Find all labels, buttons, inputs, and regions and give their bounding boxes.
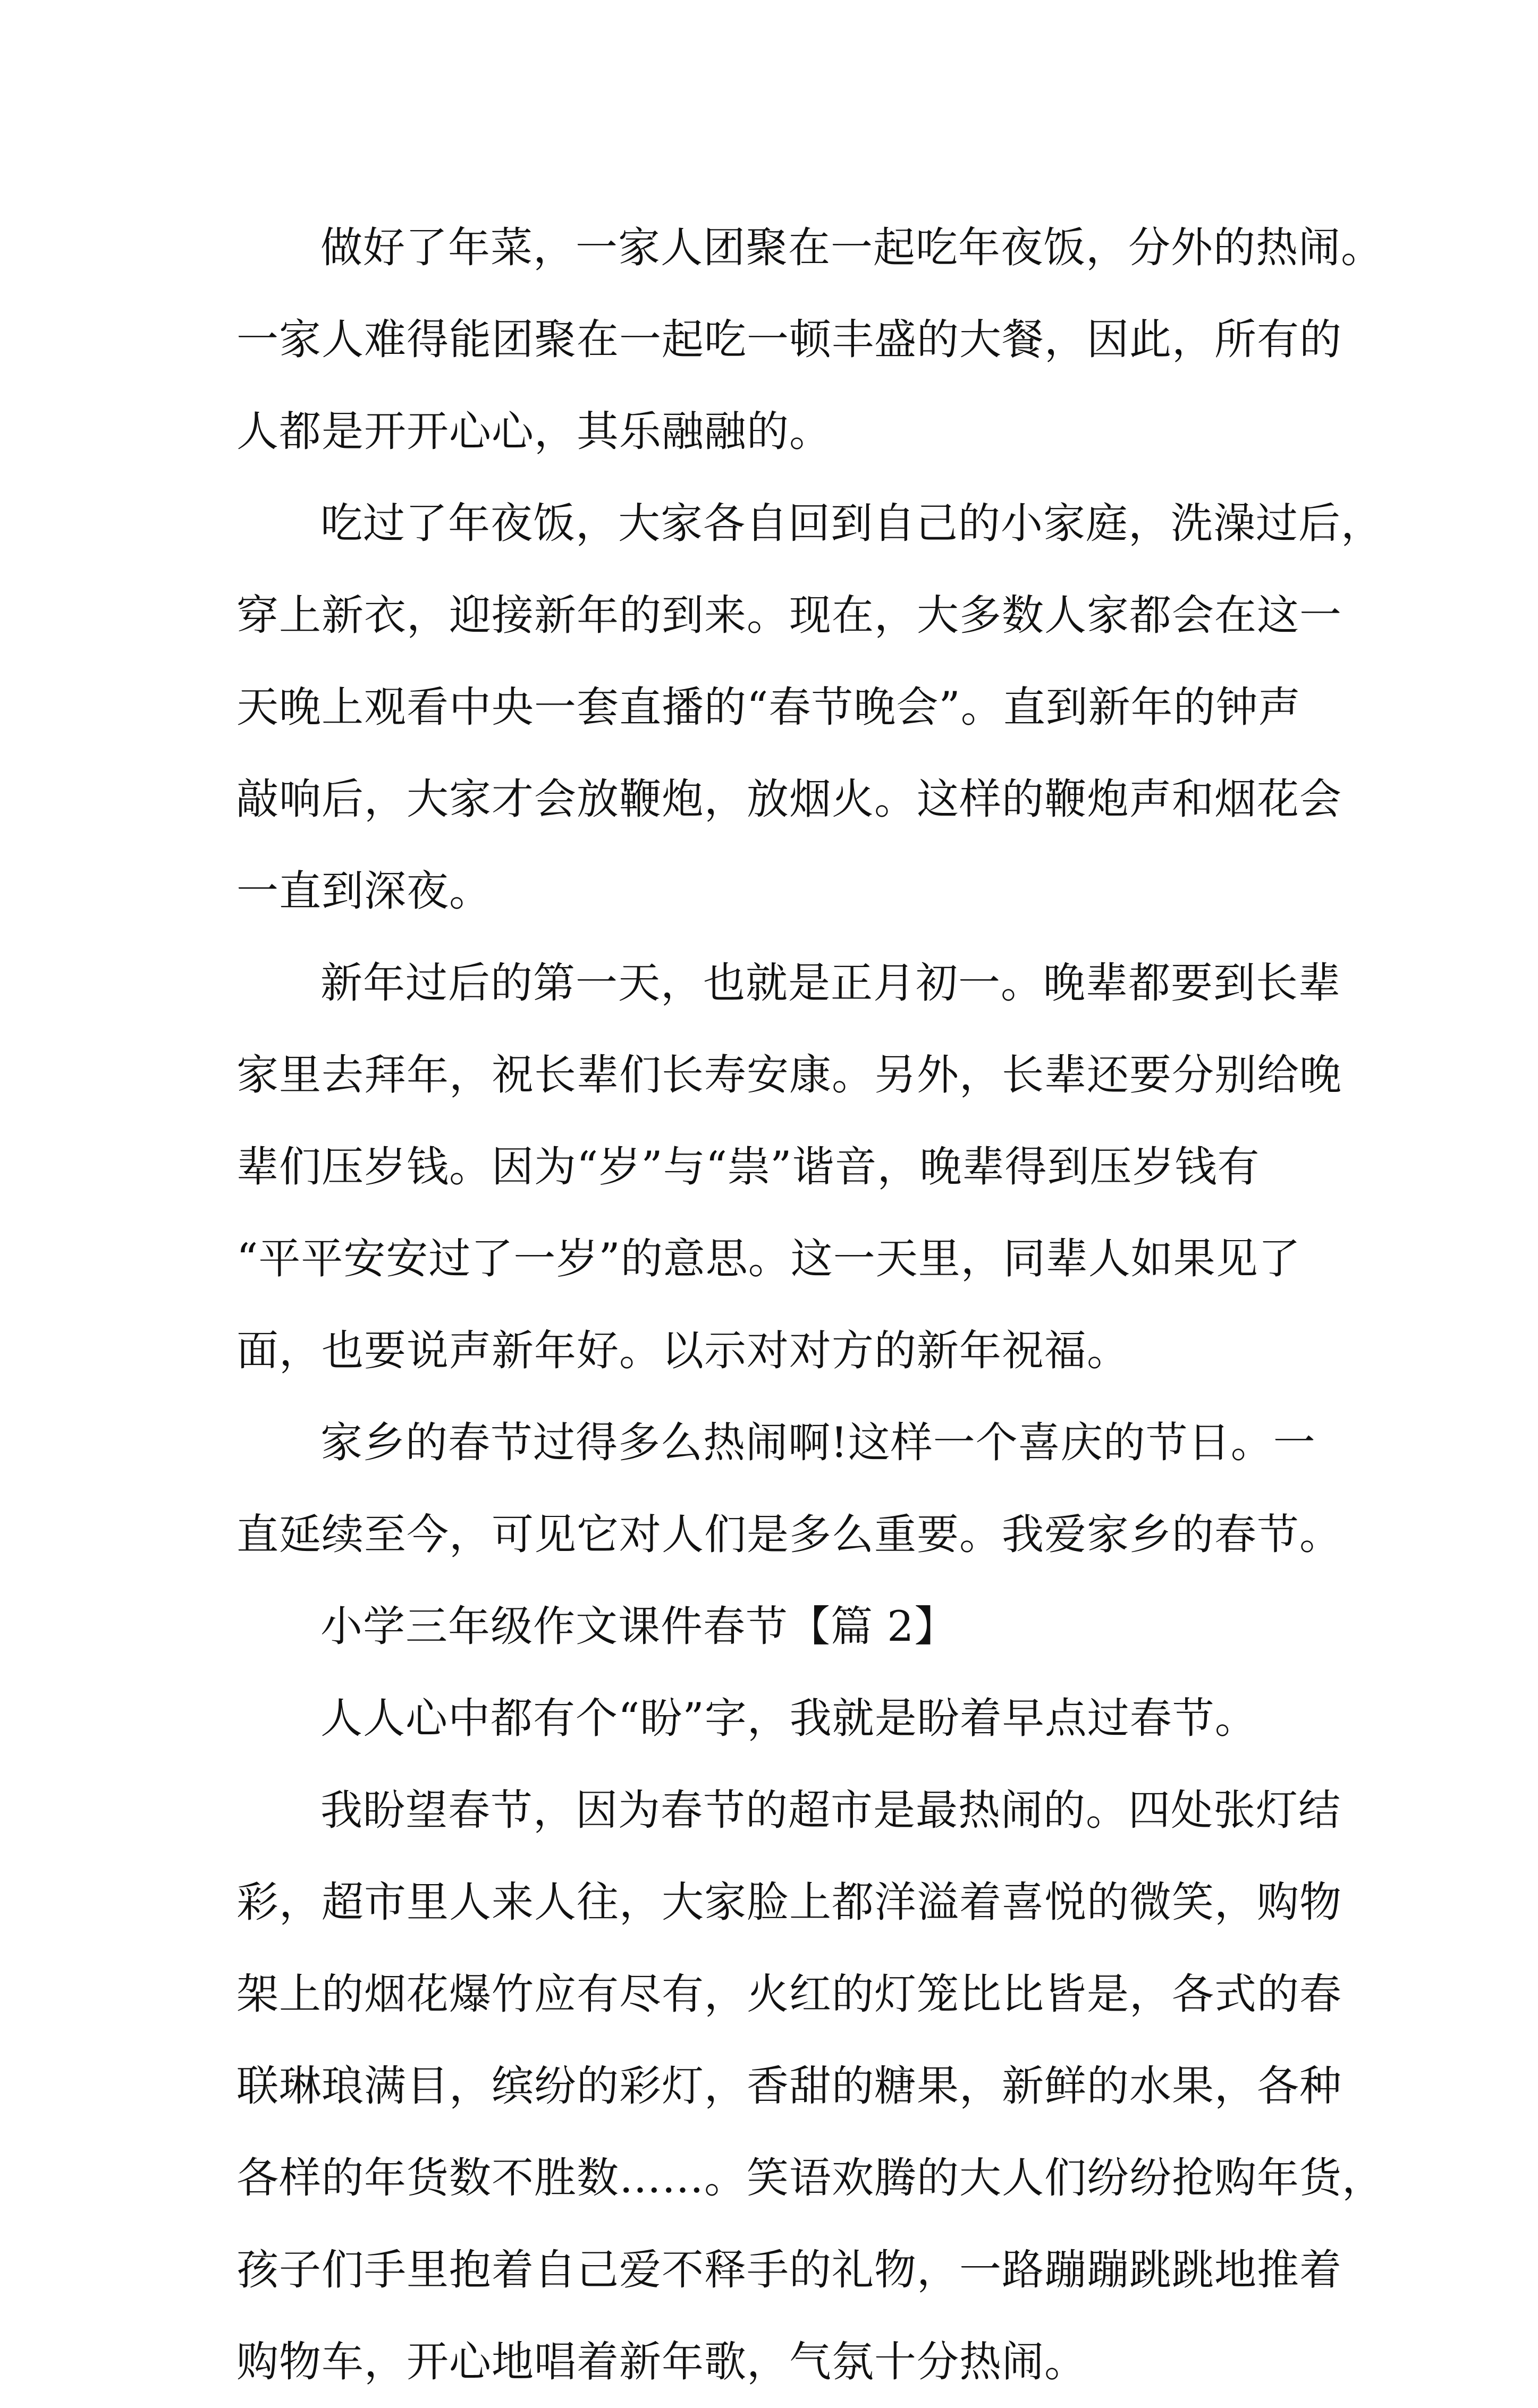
paragraph-3 — [236, 937, 1342, 1397]
paragraph-line: “平平安安过了一岁”的意思。这一天里，同辈人如果见了 — [236, 1234, 1301, 1283]
paragraph-line: 各样的年货数不胜数……。笑语欢腾的大人们纷纷抢购年货， — [236, 2153, 1384, 2202]
paragraph-4 — [236, 1397, 1342, 1581]
paragraph-line: 彩，超市里人来人往，大家脸上都洋溢着喜悦的微笑，购物 — [236, 1878, 1342, 1927]
paragraph-line: 敲响后，大家才会放鞭炮，放烟火。这样的鞭炮声和烟花会 — [236, 775, 1342, 824]
paragraph-line: 天晚上观看中央一套直播的“春节晚会”。直到新年的钟声 — [236, 683, 1301, 732]
paragraph-6 — [236, 1765, 1384, 2408]
paragraph-line: 穿上新衣，迎接新年的到来。现在，大多数人家都会在这一 — [236, 591, 1342, 640]
paragraph-line: 新年过后的第一天，也就是正月初一。晚辈都要到长辈 — [320, 959, 1341, 1007]
section-heading-text: 小学三年级作文课件春节【篇 2】 — [320, 1602, 957, 1651]
paragraph-line: 吃过了年夜饭，大家各自回到自己的小家庭，洗澡过后， — [320, 499, 1383, 548]
paragraph-line: 孩子们手里抱着自己爱不释手的礼物，一路蹦蹦跳跳地推着 — [236, 2245, 1342, 2294]
paragraph-1 — [236, 202, 1383, 478]
paragraph-line: 面，也要说声新年好。以示对对方的新年祝福。 — [236, 1326, 1129, 1375]
section-heading — [236, 1581, 1305, 1673]
paragraph-line: 购物车，开心地唱着新年歌，气氛十分热闹。 — [236, 2337, 1087, 2386]
paragraph-line: 我盼望春节，因为春节的超市是最热闹的。四处张灯结 — [320, 1786, 1341, 1835]
paragraph-line: 做好了年菜，一家人团聚在一起吃年夜饭，分外的热闹。 — [320, 223, 1383, 272]
paragraph-line: 人都是开开心心，其乐融融的。 — [236, 407, 832, 456]
paragraph-line: 人人心中都有个“盼”字，我就是盼着早点过春节。 — [320, 1694, 1257, 1743]
paragraph-line: 架上的烟花爆竹应有尽有，火红的灯笼比比皆是，各式的春 — [236, 1970, 1342, 2019]
document-body — [236, 202, 1384, 2408]
paragraph-line: 辈们压岁钱。因为“岁”与“祟”谐音，晚辈得到压岁钱有 — [236, 1142, 1260, 1191]
paragraph-5 — [236, 1673, 1305, 1765]
paragraph-line: 一家人难得能团聚在一起吃一顿丰盛的大餐，因此，所有的 — [236, 315, 1342, 364]
paragraph-line: 家里去拜年，祝长辈们长寿安康。另外，长辈还要分别给晚 — [236, 1050, 1342, 1099]
paragraph-line: 直延续至今，可见它对人们是多么重要。我爱家乡的春节。 — [236, 1510, 1342, 1559]
paragraph-line: 家乡的春节过得多么热闹啊!这样一个喜庆的节日。一 — [320, 1418, 1316, 1467]
paragraph-2 — [236, 478, 1383, 937]
paragraph-line: 联琳琅满目，缤纷的彩灯，香甜的糖果，新鲜的水果，各种 — [236, 2062, 1342, 2110]
paragraph-line: 一直到深夜。 — [236, 867, 492, 915]
